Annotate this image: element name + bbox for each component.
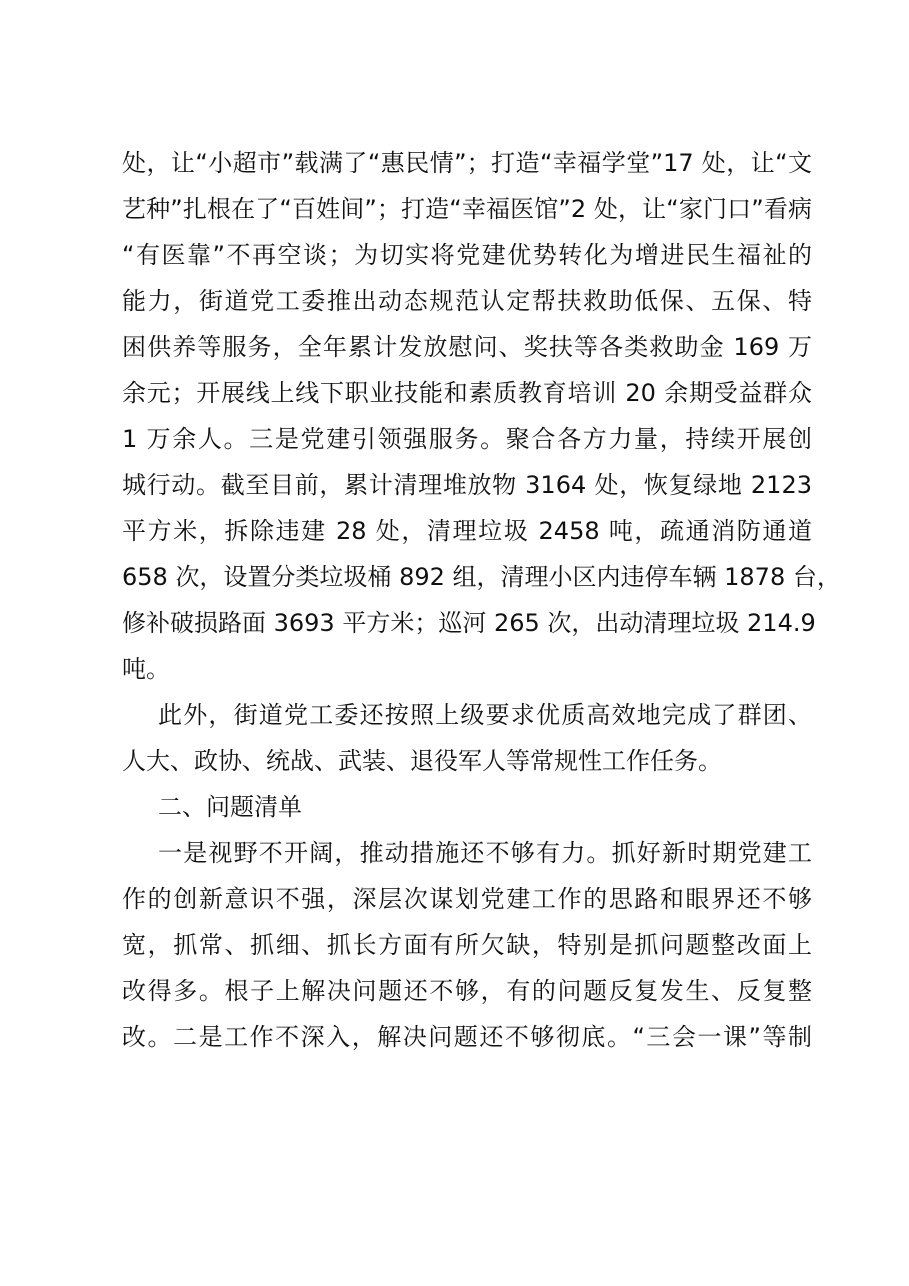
text-line: 能力，街道党工委推出动态规范认定帮扶救助低保、五保、特 — [122, 287, 812, 315]
text-line: 改。二是工作不深入，解决问题还不够彻底。“三会一课”等制 — [122, 1023, 812, 1051]
document-body — [122, 140, 841, 1060]
text-line: 吨。 — [122, 655, 170, 683]
text-line: 修补破损路面 3693 平方米；巡河 265 次，出动清理垃圾 214.9 — [122, 609, 816, 637]
text-line: 处，让“小超市”载满了“惠民情”；打造“幸福学堂”17 处，让“文 — [122, 149, 812, 177]
text-line: 1 万余人。三是党建引领强服务。聚合各方力量，持续开展创 — [122, 425, 812, 453]
text-line: 余元；开展线上线下职业技能和素质教育培训 20 余期受益群众 — [122, 379, 812, 407]
paragraph-first-line: 一是视野不开阔，推动措施还不够有力。抓好新时期党建工 — [158, 839, 812, 867]
section-heading: 二、问题清单 — [158, 793, 302, 821]
text-line: 人大、政协、统战、武装、退役军人等常规性工作任务。 — [122, 747, 722, 775]
text-line: 困供养等服务，全年累计发放慰问、奖扶等各类救助金 169 万 — [122, 333, 812, 361]
text-line: 城行动。截至目前，累计清理堆放物 3164 处，恢复绿地 2123 — [122, 471, 812, 499]
text-line: 宽，抓常、抓细、抓长方面有所欠缺，特别是抓问题整改面上 — [122, 931, 812, 959]
text-line: 作的创新意识不强，深层次谋划党建工作的思路和眼界还不够 — [122, 885, 812, 913]
paragraph-first-line: 此外，街道党工委还按照上级要求优质高效地完成了群团、 — [158, 701, 812, 729]
text-line: 658 次，设置分类垃圾桶 892 组，清理小区内违停车辆 1878 台， — [122, 563, 841, 591]
text-line: 改得多。根子上解决问题还不够，有的问题反复发生、反复整 — [122, 977, 812, 1005]
text-line: “有医靠”不再空谈；为切实将党建优势转化为增进民生福祉的 — [122, 241, 812, 269]
text-line: 艺种”扎根在了“百姓间”；打造“幸福医馆”2 处，让“家门口”看病 — [122, 195, 812, 223]
text-line: 平方米，拆除违建 28 处，清理垃圾 2458 吨，疏通消防通道 — [122, 517, 812, 545]
